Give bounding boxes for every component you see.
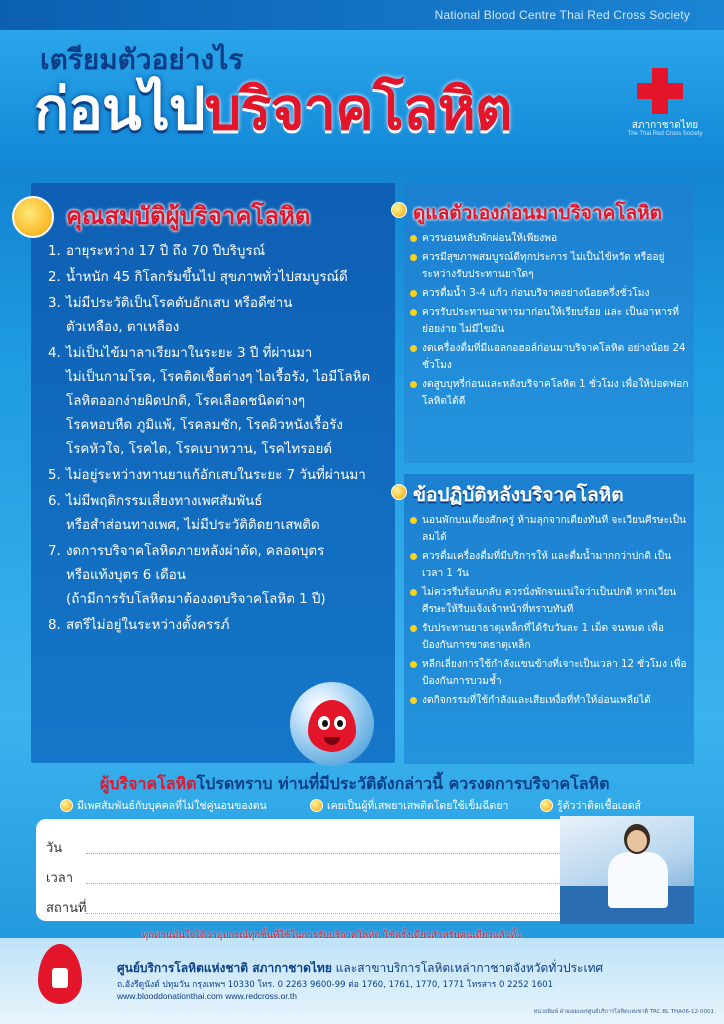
qualification-text: อายุระหว่าง 17 ปี ถึง 70 ปีบริบูรณ์ bbox=[66, 244, 266, 259]
qualification-line bbox=[48, 266, 393, 290]
qualification-line: โรคหอบหืด ภูมิแพ้, โรคลมชัก, โรคผิวหนังเรื้อรัง bbox=[66, 418, 343, 433]
subtitle: เตรียมตัวอย่างไร bbox=[40, 43, 244, 76]
qualification-item bbox=[48, 266, 393, 290]
qualification-text: ไม่เป็นไข้มาลาเรียมาในระยะ 3 ปี ที่ผ่านมา bbox=[66, 346, 313, 361]
qualification-line bbox=[48, 240, 393, 264]
qualification-line: หรือสำส่อนทางเพศ, ไม่มีประวัติติดยาเสพติด bbox=[66, 518, 320, 533]
footer-name-rest: และสาขาบริการโลหิตเหล่ากาชาดจังหวัดทั่วประเทศ bbox=[331, 961, 604, 975]
qualification-line bbox=[48, 342, 393, 366]
print-code: หน่วยพิมพ์ ฝ่ายเผยแพร่ศูนย์บริการโลหิตแห่งชาติ TRC.BL THA06-12-0001 bbox=[533, 1009, 714, 1015]
before-donation-title: ดูแลตัวเองก่อนมาบริจาคโลหิต bbox=[413, 202, 663, 224]
time-field[interactable] bbox=[86, 883, 596, 884]
notice-part-1: ผู้บริจาคโลหิต bbox=[100, 774, 197, 793]
time-label: เวลา bbox=[46, 871, 74, 886]
qualification-item bbox=[48, 540, 393, 612]
condition-item: มีเพศสัมพันธ์กับบุคคลที่ไม่ใช่คู่นอนของตน bbox=[60, 797, 267, 814]
qualification-text: น้ำหนัก 45 กิโลกรัมขึ้นไป สุขภาพทั่วไปสมบูรณ์ดี bbox=[66, 270, 348, 285]
qualification-line: (ถ้ามีการรับโลหิตมาต้องงดบริจาคโลหิต 1 ปี) bbox=[66, 592, 326, 607]
after-donation-list bbox=[410, 512, 692, 711]
qualification-line bbox=[48, 540, 393, 564]
red-cross-icon bbox=[637, 68, 683, 114]
after-item: หลีกเลี่ยงการใช้กำลังแขนข้างที่เจาะเป็นเวลา 12 ชั่วโมง เพื่อป้องกันการบวมช้ำ bbox=[410, 656, 692, 690]
qualifications-title: คุณสมบัติผู้บริจาคโลหิต bbox=[66, 202, 311, 230]
place-label: สถานที่ bbox=[46, 901, 87, 916]
sun-mascot-icon bbox=[12, 196, 54, 238]
orb-bullet-icon bbox=[391, 202, 407, 218]
disclaimer-text: ทุกท่านมั่นใจได้ว่าอุปกรณ์ทุกชิ้นที่ใช้ในการรับบริจาคโลหิต ใช้ครั้งเดียวสำหรับคนเดียวแล้วทิ้ง bbox=[142, 930, 521, 941]
appointment-form bbox=[36, 819, 612, 921]
before-item: ควรนอนหลับพักผ่อนให้เพียงพอ bbox=[410, 230, 692, 247]
after-item: ควรดื่มเครื่องดื่มที่มีบริการให้ และดื่มน้ำมากกว่าปกติ เป็นเวลา 1 วัน bbox=[410, 548, 692, 582]
logo-text-thai: สภากาชาดไทย bbox=[631, 120, 699, 131]
qualification-number: 3. bbox=[48, 296, 61, 311]
title-part-2: บริจาคโลหิต bbox=[204, 75, 512, 143]
top-bar bbox=[0, 0, 724, 30]
qualification-item bbox=[48, 614, 393, 638]
place-field[interactable] bbox=[86, 913, 596, 914]
qualification-number: 4. bbox=[48, 346, 61, 361]
condition-item: รู้ตัวว่าติดเชื้อเอดส์ bbox=[540, 797, 641, 814]
exclusion-conditions bbox=[60, 797, 700, 815]
organization-name: National Blood Centre Thai Red Cross Society bbox=[434, 8, 690, 22]
page-title bbox=[34, 75, 512, 143]
footer-websites[interactable]: www.blooddonationthai.com www.redcross.or.th bbox=[117, 991, 298, 1001]
title-part-1: ก่อนไป bbox=[34, 75, 205, 143]
footer-organization bbox=[117, 959, 603, 978]
qualification-line: ไม่เป็นกามโรค, โรคติดเชื้อต่างๆ ไอเรื้อรัง, ไอมีโลหิต bbox=[66, 370, 371, 385]
before-item: งดสูบบุหรี่ก่อนและหลังบริจาคโลหิต 1 ชั่วโมง เพื่อให้ปอดฟอกโลหิตได้ดี bbox=[410, 376, 692, 410]
notice-part-2: โปรดทราบ bbox=[196, 774, 273, 793]
qualification-item bbox=[48, 490, 393, 538]
before-item: ควรมีสุขภาพสมบูรณ์ดีทุกประการ ไม่เป็นไข้หวัด หรืออยู่ระหว่างรับประทานยาใดๆ bbox=[410, 249, 692, 283]
donor-photo bbox=[560, 816, 694, 924]
qualification-item bbox=[48, 342, 393, 462]
qualification-text: ไม่มีประวัติเป็นโรคตับอักเสบ หรือดีซ่าน bbox=[66, 296, 293, 311]
after-item: ไม่ควรรีบร้อนกลับ ควรนั่งพักจนแน่ใจว่าเป็นปกติ หากเวียนศีรษะให้รีบแจ้งเจ้าหน้าที่ทราบทันที bbox=[410, 584, 692, 618]
qualification-line: ตัวเหลือง, ตาเหลือง bbox=[66, 320, 180, 335]
orb-bullet-icon bbox=[391, 484, 407, 500]
qualification-line: โลหิตออกง่ายผิดปกติ, โรคเลือดชนิดต่างๆ bbox=[66, 394, 306, 409]
before-item: ควรรับประทานอาหารมาก่อนให้เรียบร้อย และ เป็นอาหารที่ย่อยง่าย ไม่มีไขมัน bbox=[410, 304, 692, 338]
after-item: นอนพักบนเตียงสักครู่ ห้ามลุกจากเตียงทันที จะเวียนศีรษะเป็นลมได้ bbox=[410, 512, 692, 546]
qualification-text: งดการบริจาคโลหิตภายหลังผ่าตัด, คลอดบุตร bbox=[66, 544, 325, 559]
logo-text-english: The Thai Red Cross Society bbox=[627, 131, 703, 137]
qualification-number: 5. bbox=[48, 468, 61, 483]
condition-item: เคยเป็นผู้ที่เสพยาเสพติดโดยใช้เข็มฉีดยา bbox=[310, 797, 508, 814]
qualification-number: 1. bbox=[48, 244, 61, 259]
before-donation-list bbox=[410, 230, 692, 412]
after-item: รับประทานยาธาตุเหล็กที่ได้รับวันละ 1 เม็ด จนหมด เพื่อป้องกันการขาดธาตุเหล็ก bbox=[410, 620, 692, 654]
qualification-text: ไม่อยู่ระหว่างทานยาแก้อักเสบในระยะ 7 วันที่ผ่านมา bbox=[66, 468, 366, 483]
qualification-line: หรือแท้งบุตร 6 เดือน bbox=[66, 568, 186, 583]
qualification-line: โรคหัวใจ, โรคไต, โรคเบาหวาน, โรคไทรอยด์ bbox=[66, 442, 333, 457]
qualification-item bbox=[48, 292, 393, 340]
qualification-text: สตรีไม่อยู่ในระหว่างตั้งครรภ์ bbox=[66, 618, 230, 633]
qualification-item bbox=[48, 464, 393, 488]
qualification-line bbox=[48, 464, 393, 488]
date-field[interactable] bbox=[86, 853, 596, 854]
before-item: งดเครื่องดื่มที่มีแอลกอฮอล์ก่อนมาบริจาคโลหิต อย่างน้อย 24 ชั่วโมง bbox=[410, 340, 692, 374]
date-label: วัน bbox=[46, 841, 63, 856]
qualification-line bbox=[48, 614, 393, 638]
qualification-number: 2. bbox=[48, 270, 61, 285]
after-item: งดกิจกรรมที่ใช้กำลังและเสียเหงื่อที่ทำให้อ่อนเพลียได้ bbox=[410, 692, 692, 709]
before-item: ควรดื่มน้ำ 3-4 แก้ว ก่อนบริจาคอย่างน้อยครึ่งชั่วโมง bbox=[410, 285, 692, 302]
after-donation-title: ข้อปฏิบัติหลังบริจาคโลหิต bbox=[413, 484, 624, 506]
qualification-number: 7. bbox=[48, 544, 61, 559]
blood-drop-mascot-icon bbox=[290, 682, 374, 766]
qualification-number: 8. bbox=[48, 618, 61, 633]
footer-address: ถ.อังรีดูนังต์ ปทุมวัน กรุงเทพฯ 10330 โทร. 0 2263 9600-99 ต่อ 1760, 1761, 1770, 1771 โทรสาร 0 2252 1601 bbox=[117, 980, 554, 990]
notice-line bbox=[100, 772, 700, 797]
qualification-number: 6. bbox=[48, 494, 61, 509]
notice-part-3: ท่านที่มีประวัติดังกล่าวนี้ ควรงดการบริจาคโลหิต bbox=[272, 774, 610, 793]
qualification-text: ไม่มีพฤติกรรมเสี่ยงทางเพศสัมพันธ์ bbox=[66, 494, 263, 509]
qualifications-list bbox=[48, 240, 393, 640]
qualification-line bbox=[48, 490, 393, 514]
footer-name-bold: ศูนย์บริการโลหิตแห่งชาติ สภากาชาดไทย bbox=[117, 961, 332, 975]
qualification-item bbox=[48, 240, 393, 264]
qualification-line bbox=[48, 292, 393, 316]
